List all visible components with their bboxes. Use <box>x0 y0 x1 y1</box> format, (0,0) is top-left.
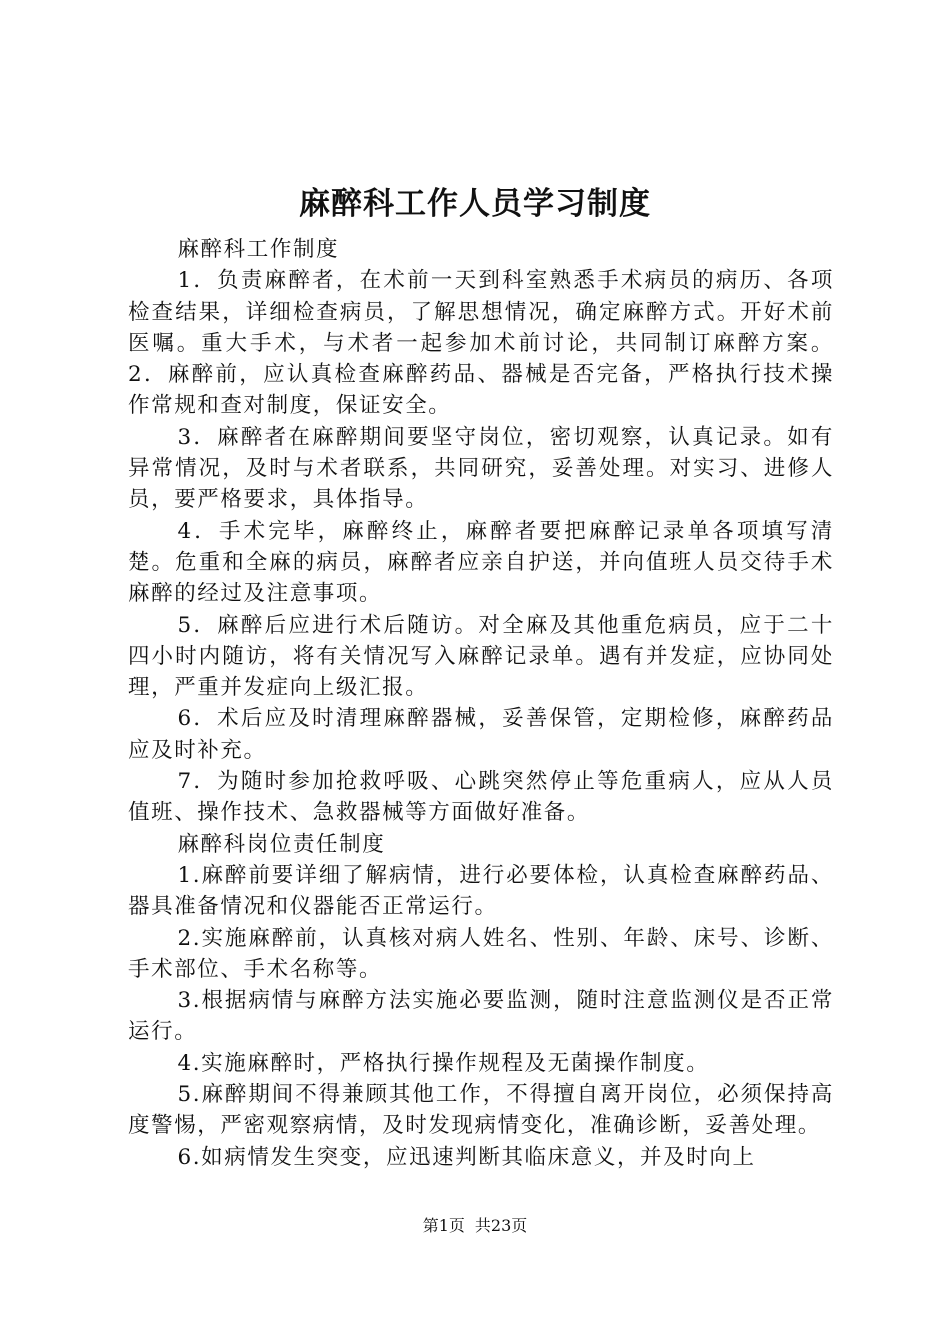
paragraph: 5.麻醉期间不得兼顾其他工作，不得擅自离开岗位，必须保持高度警惕，严密观察病情，及时发现病情变化，准确诊断，妥善处理。 <box>128 1082 834 1139</box>
paragraph: 1．负责麻醉者，在术前一天到科室熟悉手术病员的病历、各项检查结果，详细检查病员，了解思想情况，确定麻醉方式。开好术前医嘱。重大手术，与术者一起参加术前讨论，共同制订麻醉方案。 2．麻醉前，应认真检查麻醉药品、器械是否完备，严格执行技术操作常规和查对制度，保证安全。 <box>128 268 834 419</box>
page-total: 共23页 <box>474 1216 528 1235</box>
paragraph: 4.实施麻醉时，严格执行操作规程及无菌操作制度。 <box>177 1050 710 1076</box>
paragraph: 7．为随时参加抢救呼吸、心跳突然停止等危重病人，应从人员值班、操作技术、急救器械等方面做好准备。 <box>128 769 834 826</box>
paragraph: 5．麻醉后应进行术后随访。对全麻及其他重危病员，应于二十四小时内随访，将有关情况写入麻醉记录单。遇有并发症，应协同处理，严重并发症向上级汇报。 <box>128 612 834 701</box>
paragraph: 3．麻醉者在麻醉期间要坚守岗位，密切观察，认真记录。如有异常情况，及时与术者联系，共同研究，妥善处理。对实习、进修人员，要严格要求，具体指导。 <box>128 424 834 513</box>
section-heading: 麻醉科工作制度 <box>177 237 340 262</box>
paragraph: 2.实施麻醉前，认真核对病人姓名、性别、年龄、床号、诊断、手术部位、手术名称等。 <box>128 925 834 982</box>
paragraph: 1.麻醉前要详细了解病情，进行必要体检，认真检查麻醉药品、器具准备情况和仪器能否正常运行。 <box>128 862 834 920</box>
document-title: 麻醉科工作人员学习制度 <box>299 186 651 222</box>
paragraph: 4．手术完毕，麻醉终止，麻醉者要把麻醉记录单各项填写清楚。危重和全麻的病员，麻醉者应亲自护送，并向值班人员交待手术麻醉的经过及注意事项。 <box>128 518 834 607</box>
page-number: 第1页 <box>422 1216 465 1235</box>
paragraph: 3.根据病情与麻醉方法实施必要监测，随时注意监测仪是否正常运行。 <box>128 988 834 1045</box>
paragraph: 6．术后应及时清理麻醉器械，妥善保管，定期检修，麻醉药品应及时补充。 <box>128 706 834 763</box>
document-body <box>128 234 834 1173</box>
page-footer <box>0 1215 950 1237</box>
section-heading: 麻醉科岗位责任制度 <box>177 831 386 857</box>
paragraph: 6.如病情发生突变，应迅速判断其临床意义，并及时向上 <box>177 1144 756 1170</box>
